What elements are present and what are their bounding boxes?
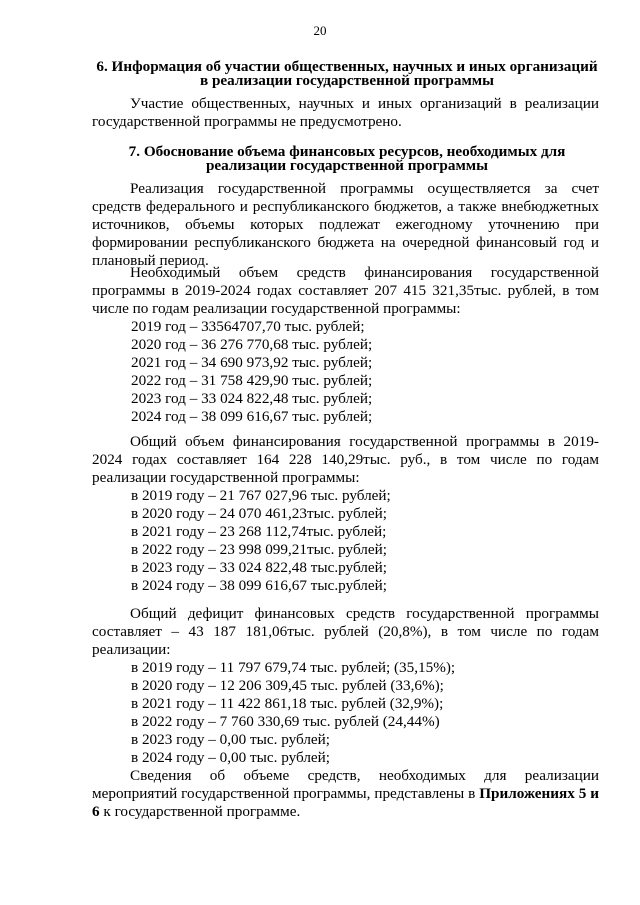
section-6-text: Участие общественных, научных и иных организаций в реализации государственной программы не предусмотрено. [92, 95, 599, 130]
page-number: 20 [313, 23, 327, 38]
required-year-item: 2019 год – 33564707,70 тыс. рублей; [131, 318, 365, 335]
section-6-heading-line2: в реализации государственной программы [199, 72, 494, 89]
section-7-heading-line1: 7. Обоснование объема финансовых ресурсов, необходимых для [128, 143, 566, 160]
required-year-item: 2023 год – 33 024 822,48 тыс. рублей; [131, 390, 373, 407]
required-total-paragraph: Необходимый объем средств финансирования государственной программы в 2019-2024 годах составляет 207 415 321,35тыс. рублей, в том числе по годам реализации государственной программы: [92, 264, 599, 317]
section-7-heading [92, 145, 602, 173]
required-year-item: 2020 год – 36 276 770,68 тыс. рублей; [131, 336, 373, 353]
financing-year-item: в 2020 году – 24 070 461,23тыс. рублей; [131, 505, 387, 522]
total-financing-paragraph: Общий объем финансирования государственной программы в 2019-2024 годах составляет 164 228 140,29тыс. руб., в том числе по годам реализации государственной программы: [92, 433, 599, 486]
required-year-item: 2021 год – 34 690 973,92 тыс. рублей; [131, 354, 373, 371]
deficit-year-item: в 2020 году – 12 206 309,45 тыс. рублей (33,6%); [131, 677, 444, 694]
closing-text-start: Сведения об объеме средств, необходимых для реализации мероприятий государственной программы, представлены в [92, 767, 599, 802]
section-6-heading-line1: 6. Информация об участии общественных, научных и иных организаций [96, 58, 598, 75]
section-7-heading-line2: реализации государственной программы [205, 157, 488, 174]
financing-year-item: в 2022 году – 23 998 099,21тыс. рублей; [131, 541, 387, 558]
financing-year-item: в 2019 году – 21 767 027,96 тыс. рублей; [131, 487, 391, 504]
section-7-intro: Реализация государственной программы осуществляется за счет средств федерального и республиканского бюджетов, а также внебюджетных источников, объемы которых подлежат ежегодному уточнению при формировании республиканского бюджета на очередной финансовый год и плановый период. [92, 180, 599, 269]
deficit-year-item: в 2024 году – 0,00 тыс. рублей; [131, 749, 331, 766]
closing-text-end: к государственной программе. [99, 803, 301, 820]
deficit-year-item: в 2019 году – 11 797 679,74 тыс. рублей; (35,15%); [131, 659, 456, 676]
required-year-item: 2022 год – 31 758 429,90 тыс. рублей; [131, 372, 373, 389]
required-year-item: 2024 год – 38 099 616,67 тыс. рублей; [131, 408, 373, 425]
financing-year-item: в 2023 году – 33 024 822,48 тыс.рублей; [131, 559, 387, 576]
deficit-year-item: в 2023 году – 0,00 тыс. рублей; [131, 731, 331, 748]
section-6-heading [92, 60, 602, 88]
deficit-year-item: в 2022 году – 7 760 330,69 тыс. рублей (24,44%) [131, 713, 440, 730]
financing-year-item: в 2021 году – 23 268 112,74тыс. рублей; [131, 523, 387, 540]
financing-year-item: в 2024 году – 38 099 616,67 тыс.рублей; [131, 577, 387, 594]
deficit-year-item: в 2021 году – 11 422 861,18 тыс. рублей (32,9%); [131, 695, 444, 712]
deficit-paragraph: Общий дефицит финансовых средств государственной программы составляет – 43 187 181,06тыс. рублей (20,8%), в том числе по годам реализации: [92, 605, 599, 658]
appendix-reference: Приложениях 5 и 6 [92, 785, 599, 820]
closing-paragraph [92, 767, 599, 821]
